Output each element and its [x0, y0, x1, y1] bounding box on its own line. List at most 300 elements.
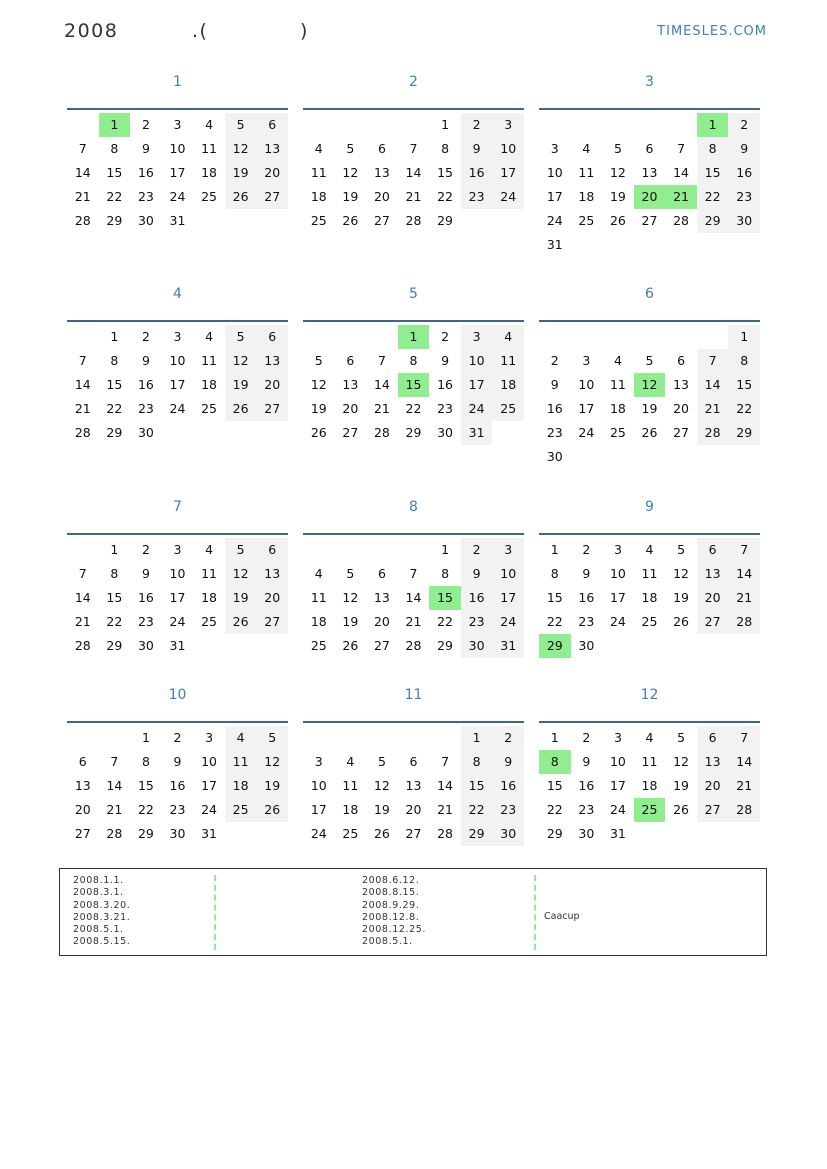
holiday-cell: 25 [634, 798, 666, 822]
day-cell: 23 [728, 185, 760, 209]
day-cell: 9 [461, 562, 493, 586]
day-cell: 8 [441, 566, 450, 581]
holiday-date: 2008.5.1. [73, 924, 124, 936]
day-cell: 7 [110, 754, 119, 769]
empty-cell [366, 726, 398, 750]
day-cell: 6 [645, 141, 654, 156]
day-cell: 23 [461, 185, 493, 209]
day-cell: 9 [441, 353, 450, 368]
day-cell: 16 [728, 161, 760, 185]
day-cell: 14 [106, 778, 123, 793]
day-cell: 29 [137, 826, 154, 841]
day-cell: 9 [173, 754, 182, 769]
day-grid [67, 325, 288, 445]
day-cell: 6 [377, 566, 386, 581]
brand-link[interactable]: TIMESLES.COM [657, 24, 767, 39]
day-cell: 28 [697, 421, 729, 445]
day-cell: 18 [201, 165, 218, 180]
day-cell: 20 [373, 614, 390, 629]
day-cell: 5 [225, 113, 257, 137]
day-cell: 1 [461, 726, 493, 750]
day-cell: 5 [645, 353, 654, 368]
day-cell: 26 [673, 614, 690, 629]
day-cell: 23 [492, 798, 524, 822]
day-cell: 19 [609, 189, 626, 204]
day-cell: 17 [461, 373, 493, 397]
day-cell: 25 [201, 189, 218, 204]
holiday-date: 2008.6.12. [362, 875, 420, 886]
day-cell: 29 [405, 425, 422, 440]
day-cell: 26 [673, 802, 690, 817]
empty-cell [303, 538, 335, 562]
day-cell: 29 [546, 826, 563, 841]
day-cell: 1 [550, 730, 559, 745]
day-cell: 29 [437, 638, 454, 653]
day-cell: 21 [106, 802, 123, 817]
day-cell: 27 [373, 213, 390, 228]
day-cell: 6 [677, 353, 686, 368]
month-rule [67, 320, 288, 322]
month-title: 5 [409, 286, 418, 302]
day-cell: 31 [201, 826, 218, 841]
month-title: 11 [404, 687, 423, 703]
day-cell: 28 [405, 638, 422, 653]
empty-cell [335, 113, 367, 137]
day-cell: 14 [405, 590, 422, 605]
day-cell: 9 [582, 754, 591, 769]
day-cell: 24 [609, 802, 626, 817]
day-cell: 18 [201, 377, 218, 392]
day-grid [67, 726, 288, 846]
day-cell: 18 [342, 802, 359, 817]
day-cell: 28 [673, 213, 690, 228]
day-cell: 22 [461, 798, 493, 822]
holiday-date: 2008.5.15. [73, 936, 131, 948]
day-cell: 1 [110, 329, 119, 344]
day-cell: 27 [697, 798, 729, 822]
day-cell: 28 [74, 425, 91, 440]
day-cell: 15 [546, 778, 563, 793]
day-cell: 17 [169, 165, 186, 180]
month-rule [67, 533, 288, 535]
day-cell: 31 [492, 634, 524, 658]
day-cell: 8 [550, 566, 559, 581]
day-cell: 11 [201, 353, 218, 368]
empty-cell [634, 113, 666, 137]
day-cell: 4 [225, 726, 257, 750]
day-cell: 19 [225, 161, 257, 185]
day-cell: 22 [437, 614, 454, 629]
day-cell: 3 [582, 353, 591, 368]
month-title: 3 [645, 74, 654, 90]
day-cell: 21 [697, 397, 729, 421]
day-cell: 7 [78, 353, 87, 368]
empty-cell [303, 113, 335, 137]
title-dot-paren: .( [192, 20, 209, 42]
day-cell: 10 [492, 562, 524, 586]
day-cell: 6 [697, 538, 729, 562]
day-cell: 10 [609, 566, 626, 581]
day-cell: 7 [377, 353, 386, 368]
day-cell: 27 [405, 826, 422, 841]
empty-cell [335, 726, 367, 750]
day-cell: 23 [578, 614, 595, 629]
month-title: 9 [645, 499, 654, 515]
day-cell: 11 [641, 754, 658, 769]
day-cell: 28 [437, 826, 454, 841]
day-cell: 6 [346, 353, 355, 368]
day-cell: 8 [697, 137, 729, 161]
day-cell: 4 [613, 353, 622, 368]
day-cell: 15 [697, 161, 729, 185]
day-cell: 26 [609, 213, 626, 228]
day-cell: 11 [310, 590, 327, 605]
day-cell: 9 [141, 353, 150, 368]
day-cell: 2 [582, 730, 591, 745]
day-cell: 21 [405, 189, 422, 204]
day-cell: 20 [256, 373, 288, 397]
empty-cell [335, 325, 367, 349]
day-cell: 11 [342, 778, 359, 793]
day-cell: 4 [314, 141, 323, 156]
day-cell: 14 [673, 165, 690, 180]
day-cell: 5 [256, 726, 288, 750]
day-cell: 27 [673, 425, 690, 440]
day-grid [303, 113, 524, 233]
holiday-date: 2008.12.8. [362, 911, 420, 923]
day-cell: 26 [310, 425, 327, 440]
day-cell: 26 [342, 638, 359, 653]
day-cell: 9 [582, 566, 591, 581]
day-grid [67, 538, 288, 658]
day-cell: 2 [728, 113, 760, 137]
day-cell: 8 [110, 141, 119, 156]
day-cell: 16 [437, 377, 454, 392]
day-cell: 18 [641, 590, 658, 605]
day-cell: 7 [441, 754, 450, 769]
day-cell: 31 [461, 421, 493, 445]
day-cell: 25 [578, 213, 595, 228]
day-cell: 20 [74, 802, 91, 817]
day-cell: 17 [201, 778, 218, 793]
day-cell: 15 [437, 165, 454, 180]
day-cell: 11 [641, 566, 658, 581]
day-cell: 20 [673, 401, 690, 416]
day-cell: 18 [641, 778, 658, 793]
day-cell: 12 [310, 377, 327, 392]
day-cell: 30 [437, 425, 454, 440]
empty-cell [67, 113, 99, 137]
day-cell: 11 [225, 750, 257, 774]
day-cell: 22 [728, 397, 760, 421]
day-cell: 26 [225, 185, 257, 209]
day-cell: 21 [74, 614, 91, 629]
empty-cell [571, 325, 603, 349]
day-cell: 26 [342, 213, 359, 228]
day-cell: 20 [373, 189, 390, 204]
day-cell: 21 [437, 802, 454, 817]
day-cell: 26 [225, 610, 257, 634]
day-cell: 22 [106, 614, 123, 629]
day-cell: 28 [106, 826, 123, 841]
day-cell: 5 [377, 754, 386, 769]
day-cell: 22 [106, 189, 123, 204]
day-cell: 7 [409, 566, 418, 581]
day-cell: 23 [461, 610, 493, 634]
holiday-cell: 21 [665, 185, 697, 209]
day-cell: 28 [74, 638, 91, 653]
day-cell: 18 [310, 614, 327, 629]
day-cell: 27 [641, 213, 658, 228]
empty-cell [634, 325, 666, 349]
day-cell: 25 [201, 401, 218, 416]
day-cell: 31 [169, 213, 186, 228]
day-cell: 8 [409, 353, 418, 368]
empty-cell [602, 325, 634, 349]
day-cell: 27 [256, 185, 288, 209]
day-cell: 3 [314, 754, 323, 769]
day-cell: 30 [137, 425, 154, 440]
day-cell: 28 [405, 213, 422, 228]
day-cell: 25 [492, 397, 524, 421]
day-cell: 9 [550, 377, 559, 392]
day-cell: 16 [461, 161, 493, 185]
day-cell: 28 [728, 798, 760, 822]
day-cell: 21 [373, 401, 390, 416]
day-cell: 2 [173, 730, 182, 745]
day-cell: 24 [578, 425, 595, 440]
day-cell: 22 [697, 185, 729, 209]
month-rule [303, 721, 524, 723]
day-cell: 13 [256, 349, 288, 373]
day-cell: 16 [546, 401, 563, 416]
day-cell: 10 [578, 377, 595, 392]
day-cell: 10 [546, 165, 563, 180]
day-cell: 13 [697, 750, 729, 774]
day-cell: 23 [437, 401, 454, 416]
day-cell: 1 [550, 542, 559, 557]
day-cell: 7 [409, 141, 418, 156]
empty-cell [67, 726, 99, 750]
day-cell: 22 [437, 189, 454, 204]
day-cell: 18 [225, 774, 257, 798]
day-cell: 3 [613, 730, 622, 745]
day-cell: 3 [173, 329, 182, 344]
holiday-cell: 1 [398, 325, 430, 349]
holiday-dates-column-1 [73, 875, 130, 949]
day-cell: 31 [169, 638, 186, 653]
day-cell: 29 [106, 638, 123, 653]
day-cell: 13 [673, 377, 690, 392]
holiday-date: 2008.1.1. [73, 875, 124, 886]
day-cell: 25 [342, 826, 359, 841]
empty-cell [429, 726, 461, 750]
day-cell: 22 [546, 614, 563, 629]
day-cell: 29 [697, 209, 729, 233]
day-cell: 24 [461, 397, 493, 421]
day-cell: 24 [169, 401, 186, 416]
day-cell: 1 [728, 325, 760, 349]
day-cell: 5 [677, 542, 686, 557]
day-cell: 6 [377, 141, 386, 156]
day-cell: 23 [169, 802, 186, 817]
day-cell: 29 [437, 213, 454, 228]
empty-cell [398, 113, 430, 137]
day-cell: 24 [310, 826, 327, 841]
day-cell: 14 [437, 778, 454, 793]
day-cell: 2 [582, 542, 591, 557]
holiday-date: 2008.9.29. [362, 899, 420, 911]
day-cell: 12 [256, 750, 288, 774]
day-cell: 17 [609, 778, 626, 793]
day-cell: 13 [256, 137, 288, 161]
day-cell: 4 [314, 566, 323, 581]
month-rule [303, 108, 524, 110]
day-cell: 26 [225, 397, 257, 421]
day-cell: 20 [697, 774, 729, 798]
day-cell: 19 [342, 614, 359, 629]
day-cell: 25 [225, 798, 257, 822]
day-cell: 19 [673, 590, 690, 605]
empty-cell [303, 726, 335, 750]
day-cell: 16 [578, 590, 595, 605]
month-rule [539, 320, 760, 322]
day-cell: 1 [441, 542, 450, 557]
day-cell: 4 [645, 542, 654, 557]
empty-cell [366, 113, 398, 137]
day-grid [67, 113, 288, 233]
day-cell: 31 [546, 237, 563, 252]
day-cell: 14 [697, 373, 729, 397]
month-rule [539, 533, 760, 535]
day-cell: 17 [169, 377, 186, 392]
day-cell: 10 [310, 778, 327, 793]
day-cell: 2 [141, 329, 150, 344]
day-cell: 19 [225, 586, 257, 610]
day-cell: 22 [137, 802, 154, 817]
day-cell: 5 [225, 538, 257, 562]
day-grid [539, 538, 760, 658]
day-grid [539, 726, 760, 846]
day-cell: 14 [405, 165, 422, 180]
day-cell: 7 [78, 141, 87, 156]
day-cell: 8 [110, 353, 119, 368]
day-cell: 21 [728, 586, 760, 610]
empty-cell [539, 113, 571, 137]
day-cell: 9 [141, 141, 150, 156]
day-cell: 17 [492, 586, 524, 610]
day-cell: 18 [201, 590, 218, 605]
day-cell: 9 [728, 137, 760, 161]
day-cell: 23 [578, 802, 595, 817]
day-cell: 30 [728, 209, 760, 233]
holiday-list-box [59, 868, 767, 956]
holiday-cell: 12 [634, 373, 666, 397]
day-cell: 29 [106, 213, 123, 228]
day-cell: 18 [310, 189, 327, 204]
month-title: 7 [173, 499, 182, 515]
month-rule [539, 721, 760, 723]
holiday-cell: 29 [539, 634, 571, 658]
day-cell: 20 [405, 802, 422, 817]
day-grid [303, 325, 524, 445]
day-cell: 18 [578, 189, 595, 204]
day-cell: 5 [677, 730, 686, 745]
day-cell: 12 [342, 590, 359, 605]
day-cell: 21 [728, 774, 760, 798]
day-cell: 23 [137, 614, 154, 629]
day-cell: 10 [492, 137, 524, 161]
day-grid [539, 113, 760, 257]
day-cell: 27 [373, 638, 390, 653]
day-cell: 16 [137, 590, 154, 605]
day-cell: 4 [205, 329, 214, 344]
day-cell: 11 [201, 566, 218, 581]
day-cell: 2 [141, 117, 150, 132]
day-cell: 19 [310, 401, 327, 416]
day-cell: 20 [697, 586, 729, 610]
month-title: 2 [409, 74, 418, 90]
holiday-dates-column-2 [362, 875, 426, 949]
day-cell: 12 [373, 778, 390, 793]
day-cell: 10 [169, 566, 186, 581]
day-cell: 11 [310, 165, 327, 180]
day-cell: 15 [546, 590, 563, 605]
month-rule [67, 108, 288, 110]
day-cell: 12 [225, 349, 257, 373]
day-cell: 25 [641, 614, 658, 629]
day-cell: 4 [582, 141, 591, 156]
day-cell: 9 [141, 566, 150, 581]
day-grid [303, 726, 524, 846]
empty-cell [99, 726, 131, 750]
day-cell: 16 [492, 774, 524, 798]
empty-cell [303, 325, 335, 349]
day-cell: 24 [201, 802, 218, 817]
day-cell: 6 [78, 754, 87, 769]
day-cell: 15 [461, 774, 493, 798]
day-cell: 16 [137, 165, 154, 180]
month-title: 4 [173, 286, 182, 302]
day-cell: 17 [169, 590, 186, 605]
day-cell: 1 [141, 730, 150, 745]
day-cell: 5 [314, 353, 323, 368]
day-cell: 8 [441, 141, 450, 156]
day-cell: 9 [461, 137, 493, 161]
holiday-cell: 8 [539, 750, 571, 774]
day-cell: 22 [546, 802, 563, 817]
day-cell: 2 [461, 113, 493, 137]
day-cell: 5 [613, 141, 622, 156]
day-cell: 5 [225, 325, 257, 349]
day-cell: 27 [697, 610, 729, 634]
day-cell: 21 [74, 189, 91, 204]
day-cell: 24 [169, 189, 186, 204]
day-cell: 7 [78, 566, 87, 581]
day-cell: 30 [578, 638, 595, 653]
month-rule [303, 533, 524, 535]
day-cell: 3 [461, 325, 493, 349]
day-cell: 17 [578, 401, 595, 416]
day-cell: 26 [641, 425, 658, 440]
day-cell: 3 [205, 730, 214, 745]
day-cell: 28 [728, 610, 760, 634]
empty-cell [366, 538, 398, 562]
day-cell: 22 [405, 401, 422, 416]
month-title: 8 [409, 499, 418, 515]
day-cell: 23 [546, 425, 563, 440]
day-cell: 25 [609, 425, 626, 440]
